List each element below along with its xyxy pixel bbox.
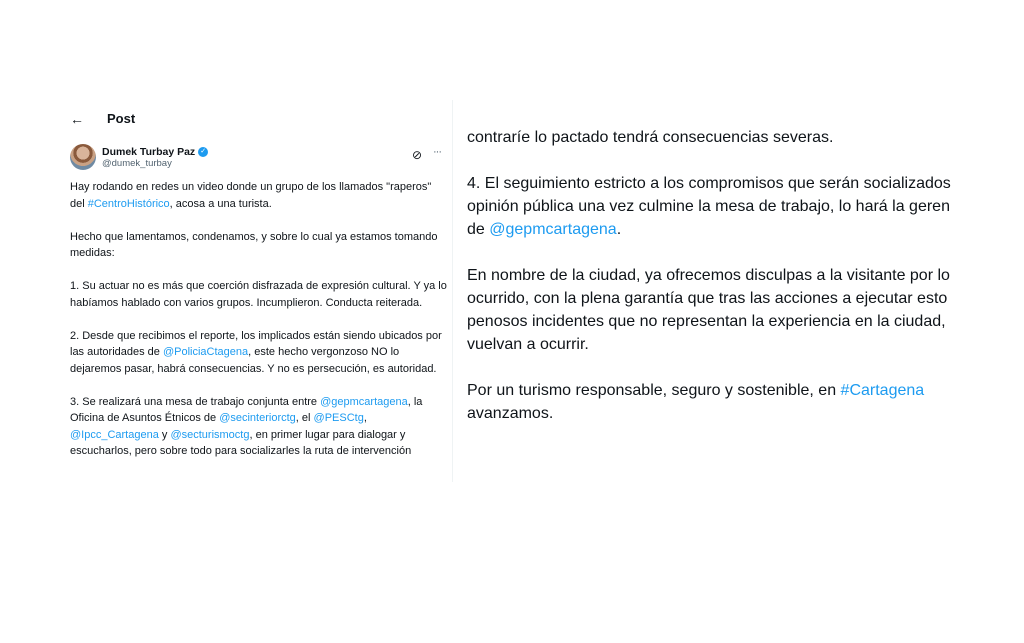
author-name: Dumek Turbay Paz xyxy=(102,146,196,158)
text: opinión pública una vez culmine la mesa de trabajo, lo hará la geren xyxy=(467,198,950,215)
mention-gepmcartagena-link[interactable]: @gepmcartagena xyxy=(489,221,617,238)
post-paragraph-4 xyxy=(70,328,448,378)
text: , acosa a una turista. xyxy=(169,197,272,210)
text: En nombre de la ciudad, ya ofrecemos disculpas a la visitante por lo xyxy=(467,267,950,284)
back-arrow-icon[interactable]: ← xyxy=(70,111,84,127)
text: 3. Se realizará una mesa de trabajo conjunta entre xyxy=(70,395,321,408)
mention-secinteriorctg-link[interactable]: @secinteriorctg xyxy=(219,412,296,424)
continuation-paragraph-4 xyxy=(467,379,961,425)
text: , este hecho vergonzoso NO lo dejaremos pasar, habrá consecuencias. Y no es persecución, es autoridad. xyxy=(70,346,437,375)
continuation-paragraph-2 xyxy=(467,172,961,241)
post-paragraph-1 xyxy=(70,179,448,212)
continuation-paragraph-1: contraríe lo pactado tendrá consecuencias severas. xyxy=(467,129,834,146)
post-text xyxy=(70,179,448,476)
author-name-link[interactable] xyxy=(102,146,208,158)
continuation-text xyxy=(467,126,961,440)
continuation-paragraph-3 xyxy=(467,264,961,356)
avatar[interactable] xyxy=(70,144,96,170)
page-title: Post xyxy=(107,111,136,126)
text: de xyxy=(467,221,490,238)
text: , el xyxy=(295,412,314,424)
text: penosos incidentes que no representan la experiencia en la ciudad, xyxy=(467,313,946,330)
text: Por un turismo responsable, seguro y sostenible, en xyxy=(467,382,841,399)
text: 2. Desde que recibimos el reporte, los implicados están siendo ubicados por las autoridades de xyxy=(70,329,442,358)
post-header xyxy=(58,100,452,138)
text: vuelvan a ocurrir. xyxy=(467,336,589,353)
mention-pesctg-link[interactable]: @PESCtg xyxy=(313,412,364,424)
mention-ipcc-cartagena-link[interactable]: @Ipcc_Cartagena xyxy=(70,428,159,441)
text: 4. El seguimiento estricto a los compromisos que serán socializados xyxy=(467,175,951,192)
text: avanzamos. xyxy=(467,405,554,422)
post-paragraph-5 xyxy=(70,394,448,460)
text: , la Oficina de Asuntos Étnicos de xyxy=(70,395,423,424)
post-paragraph-3: 1. Su actuar no es más que coerción disfrazada de expresión cultural. Y ya lo habíamos hablado con varios grupos. Incumplieron. Conducta reiterada. xyxy=(70,280,447,309)
author-handle[interactable]: @dumek_turbay xyxy=(102,158,172,169)
post-panel xyxy=(58,100,453,482)
mention-policiactagena-link[interactable]: @PoliciaCtagena xyxy=(162,346,249,358)
text: ocurrido, con la plena garantía que tras las acciones a ejecutar esto xyxy=(467,290,948,307)
author-row xyxy=(70,144,445,172)
text: , xyxy=(363,412,367,424)
more-options-icon[interactable]: ··· xyxy=(433,146,441,158)
text: Hay rodando en redes un video donde un grupo de los llamados "raperos" del xyxy=(70,181,432,210)
hashtag-centrohistorico-link[interactable]: #CentroHistórico xyxy=(87,197,170,210)
hashtag-cartagena-link[interactable]: #Cartagena xyxy=(840,382,925,399)
grok-icon[interactable]: ⊘ xyxy=(411,148,423,162)
verified-badge-icon: ✓ xyxy=(198,147,208,157)
text: , en primer lugar para dialogar y escucharlos, pero sobre todo para socializarles la ruta de intervención xyxy=(70,428,412,457)
post-paragraph-2: Hecho que lamentamos, condenamos, y sobre lo cual ya estamos tomando medidas: xyxy=(70,230,438,259)
text: . xyxy=(616,221,622,238)
mention-secturismoctg-link[interactable]: @secturismoctg xyxy=(170,428,250,441)
post-continuation-panel xyxy=(455,100,961,440)
text: y xyxy=(158,428,171,441)
mention-gepmcartagena-link[interactable]: @gepmcartagena xyxy=(320,395,408,408)
